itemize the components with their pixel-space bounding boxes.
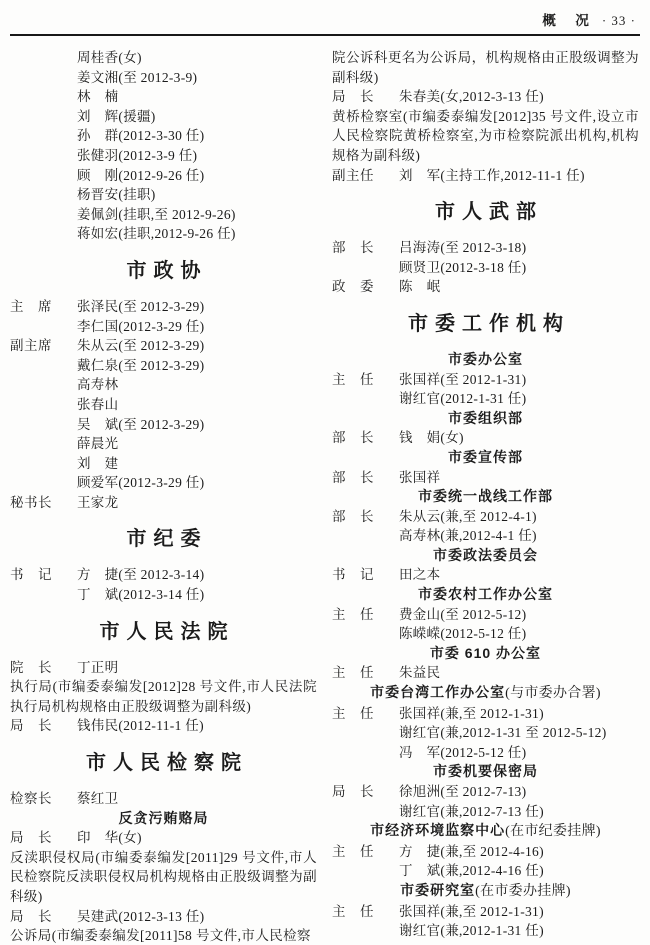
officer-row xyxy=(10,493,317,513)
officer-row xyxy=(10,565,317,604)
name-list xyxy=(399,842,639,881)
officer-row xyxy=(10,48,317,244)
org-note: 反渎职侵权局(市编委泰编发[2011]29 号文件,市人民检察院反渎职侵权局机构规格由正股级调整为副科级) xyxy=(10,849,317,904)
officer-row xyxy=(10,336,317,493)
person-name: 费金山(至 2012-5-12) xyxy=(399,606,527,622)
name-list xyxy=(77,828,317,848)
name-list xyxy=(77,716,317,736)
officer-row xyxy=(332,902,639,941)
person-name: 张国祥 xyxy=(399,469,441,485)
org-subheading xyxy=(332,821,639,842)
officer-row xyxy=(332,87,639,107)
person-name: 高寿林 xyxy=(77,377,119,393)
person-name: 朱春美(女,2012-3-13 任) xyxy=(399,89,544,105)
role-label: 主 任 xyxy=(332,371,374,387)
person-name: 刘 军(主持工作,2012-11-1 任) xyxy=(399,167,585,183)
officer-row xyxy=(332,370,639,409)
person-name: 田之本 xyxy=(399,567,441,583)
person-name: 张国祥(兼,至 2012-1-31) xyxy=(399,903,544,919)
org-subheading-text: 反贪污贿赂局 xyxy=(118,809,209,826)
section-heading: 市人民检察院 xyxy=(86,752,248,775)
officer-row xyxy=(332,663,639,683)
officer-row xyxy=(332,238,639,277)
org-subheading xyxy=(332,762,639,782)
person-name: 方 捷(至 2012-3-14) xyxy=(77,567,205,583)
officer-row xyxy=(332,428,639,448)
org-subheading-text: 市委统一战线工作部 xyxy=(418,488,553,505)
org-subheading-text: 市委农村工作办公室 xyxy=(418,586,553,603)
person-name: 谢红官(兼,2012-1-31 任) xyxy=(399,923,544,939)
person-name: 蒋如宏(挂职,2012-9-26 任) xyxy=(77,226,236,242)
person-name: 丁 斌(兼,2012-4-16 任) xyxy=(399,863,544,879)
name-list xyxy=(77,48,317,244)
page-number: · 33 · xyxy=(601,13,636,28)
role-label: 部 长 xyxy=(332,430,374,446)
officer-row xyxy=(10,828,317,848)
person-name: 王家龙 xyxy=(77,494,119,510)
org-subheading-text: 市经济环境监察中心 xyxy=(370,822,506,839)
person-name: 刘 建 xyxy=(77,455,119,471)
role-label: 副主席 xyxy=(10,338,52,354)
org-subheading-note: (在市委办挂牌) xyxy=(475,883,571,899)
officer-row xyxy=(332,704,639,763)
name-list xyxy=(399,902,639,941)
role-label: 院 长 xyxy=(10,659,52,675)
officer-row xyxy=(332,842,639,881)
section-heading: 市委工作机构 xyxy=(408,312,570,335)
officer-row xyxy=(10,907,317,927)
officer-row xyxy=(10,789,317,809)
person-name: 高寿林(兼,2012-4-1 任) xyxy=(399,528,537,544)
officer-row xyxy=(332,507,639,546)
role-label: 主 任 xyxy=(332,903,374,919)
name-list xyxy=(399,87,639,107)
name-list xyxy=(77,789,317,809)
officer-row xyxy=(10,658,317,678)
person-name: 方 捷(兼,至 2012-4-16) xyxy=(399,843,544,859)
running-head-title: 概 况 xyxy=(542,13,592,28)
name-list xyxy=(77,658,317,678)
person-name: 钱伟民(2012-11-1 任) xyxy=(77,718,204,734)
person-name: 刘 辉(援疆) xyxy=(77,108,156,124)
officer-row xyxy=(332,166,639,186)
name-list xyxy=(399,238,639,277)
person-name: 吴 斌(至 2012-3-29) xyxy=(77,416,205,432)
person-name: 薛晨光 xyxy=(77,436,119,452)
person-name: 杨晋安(挂职) xyxy=(77,187,156,203)
name-list xyxy=(77,297,317,336)
person-name: 徐旭洲(至 2012-7-13) xyxy=(399,784,527,799)
role-label: 主 任 xyxy=(332,665,374,681)
person-name: 顾 刚(2012-9-26 任) xyxy=(77,167,205,183)
person-name: 朱从云(至 2012-3-29) xyxy=(77,338,205,354)
name-list xyxy=(399,468,639,488)
person-name: 朱益民 xyxy=(399,665,441,681)
role-label: 局 长 xyxy=(10,718,52,734)
role-label: 局 长 xyxy=(10,908,52,924)
org-subheading xyxy=(10,809,317,829)
officer-row xyxy=(332,605,639,644)
org-subheading-text: 市委研究室 xyxy=(400,881,476,898)
officer-row xyxy=(10,297,317,336)
name-list xyxy=(399,370,639,409)
name-list xyxy=(77,565,317,604)
role-label: 书 记 xyxy=(332,567,374,583)
role-label: 部 长 xyxy=(332,240,374,256)
person-name: 谢红官(2012-1-31 任) xyxy=(399,391,527,407)
org-subheading-text: 市委宣传部 xyxy=(448,448,523,465)
org-subheading xyxy=(332,644,639,664)
name-list xyxy=(399,277,639,297)
org-subheading xyxy=(332,409,639,429)
name-list xyxy=(399,663,639,683)
person-name: 张国祥(兼,至 2012-1-31) xyxy=(399,705,544,721)
person-name: 孙 群(2012-3-30 任) xyxy=(77,128,205,144)
org-subheading xyxy=(332,487,639,507)
officer-row xyxy=(332,782,639,821)
name-list xyxy=(399,782,639,821)
person-name: 丁 斌(2012-3-14 任) xyxy=(77,587,205,603)
org-subheading xyxy=(332,683,639,704)
officer-row xyxy=(332,468,639,488)
column-right xyxy=(332,48,639,945)
section-heading: 市纪委 xyxy=(126,528,208,551)
org-note: 院公诉科更名为公诉局，机构规格由正股级调整为副科级) xyxy=(332,50,639,85)
role-label: 部 长 xyxy=(332,508,374,524)
column-left xyxy=(10,48,317,945)
person-name: 李仁国(2012-3-29 任) xyxy=(77,318,205,334)
officer-row xyxy=(332,565,639,585)
person-name: 张健羽(2012-3-9 任) xyxy=(77,147,198,163)
section-heading: 市人武部 xyxy=(435,201,543,224)
person-name: 蔡红卫 xyxy=(77,791,119,807)
org-subheading-text: 市委组织部 xyxy=(448,409,523,426)
person-name: 丁正明 xyxy=(77,659,119,675)
name-list xyxy=(77,493,317,513)
org-subheading xyxy=(332,585,639,605)
org-subheading-note: (与市委办合署) xyxy=(505,686,601,702)
person-name: 吕海涛(至 2012-3-18) xyxy=(399,240,527,256)
person-name: 钱 娟(女) xyxy=(399,430,464,446)
person-name: 印 华(女) xyxy=(77,830,142,846)
person-name: 谢红官(兼,2012-1-31 至 2012-5-12) xyxy=(399,725,607,741)
name-list xyxy=(399,428,639,448)
org-subheading xyxy=(332,546,639,566)
officer-row xyxy=(10,716,317,736)
officer-row xyxy=(332,277,639,297)
role-label: 局 长 xyxy=(10,830,52,846)
org-subheading xyxy=(332,881,639,902)
org-subheading-text: 市委台湾工作办公室 xyxy=(370,684,506,701)
role-label: 局 长 xyxy=(332,89,374,105)
section-heading: 市政协 xyxy=(126,259,208,282)
role-label: 局 长 xyxy=(332,784,374,799)
name-list xyxy=(399,565,639,585)
person-name: 姜佩剑(挂职,至 2012-9-26) xyxy=(77,206,236,222)
org-subheading-note: (在市纪委挂牌) xyxy=(505,824,601,840)
org-note: 公诉局(市编委泰编发[2011]58 号文件,市人民检察 xyxy=(10,928,311,944)
person-name: 冯 军(2012-5-12 任) xyxy=(399,744,527,760)
person-name: 吴建武(2012-3-13 任) xyxy=(77,908,205,924)
name-list xyxy=(399,507,639,546)
org-note: 黄桥检察室(市编委泰编发[2012]35 号文件,设立市人民检察院黄桥检察室,为市检察院派出机构,机构规格为副科级) xyxy=(332,108,639,163)
role-label: 主 任 xyxy=(332,843,374,859)
role-label: 检察长 xyxy=(10,791,52,807)
person-name: 顾贤卫(2012-3-18 任) xyxy=(399,259,527,275)
name-list xyxy=(399,605,639,644)
person-name: 陈嵘嵘(2012-5-12 任) xyxy=(399,626,527,642)
person-name: 顾爱军(2012-3-29 任) xyxy=(77,475,205,491)
role-label: 书 记 xyxy=(10,567,52,583)
role-label: 秘书长 xyxy=(10,494,52,510)
text-columns xyxy=(10,48,640,945)
role-label: 部 长 xyxy=(332,469,374,485)
role-label: 副主任 xyxy=(332,167,374,183)
name-list xyxy=(399,704,639,763)
org-subheading xyxy=(332,448,639,468)
name-list xyxy=(77,336,317,493)
org-subheading-text: 市委政法委员会 xyxy=(433,546,538,563)
name-list xyxy=(399,166,639,186)
role-label: 政 委 xyxy=(332,279,374,295)
org-subheading xyxy=(332,350,639,370)
org-subheading-text: 市委机要保密局 xyxy=(433,763,538,780)
person-name: 陈 岷 xyxy=(399,279,441,295)
page-header xyxy=(10,6,640,34)
role-label: 主 任 xyxy=(332,705,374,721)
person-name: 周桂香(女) xyxy=(77,50,142,65)
org-subheading-text: 市委 610 办公室 xyxy=(429,644,542,661)
section-heading: 市人民法院 xyxy=(99,620,235,643)
role-label: 主 席 xyxy=(10,298,52,314)
person-name: 戴仁泉(至 2012-3-29) xyxy=(77,357,205,373)
person-name: 张泽民(至 2012-3-29) xyxy=(77,298,205,314)
person-name: 张国祥(至 2012-1-31) xyxy=(399,371,527,387)
org-note: 执行局(市编委泰编发[2012]28 号文件,市人民法院执行局机构规格由正股级调整为副科级) xyxy=(10,679,317,714)
role-label: 主 任 xyxy=(332,606,374,622)
name-list xyxy=(77,907,317,927)
org-subheading-text: 市委办公室 xyxy=(448,350,523,367)
person-name: 林 楠 xyxy=(77,89,119,105)
person-name: 张春山 xyxy=(77,396,119,412)
person-name: 谢红官(兼,2012-7-13 任) xyxy=(399,803,544,819)
person-name: 朱从云(兼,至 2012-4-1) xyxy=(399,508,537,524)
person-name: 姜文湘(至 2012-3-9) xyxy=(77,69,198,85)
header-rule xyxy=(10,34,640,36)
